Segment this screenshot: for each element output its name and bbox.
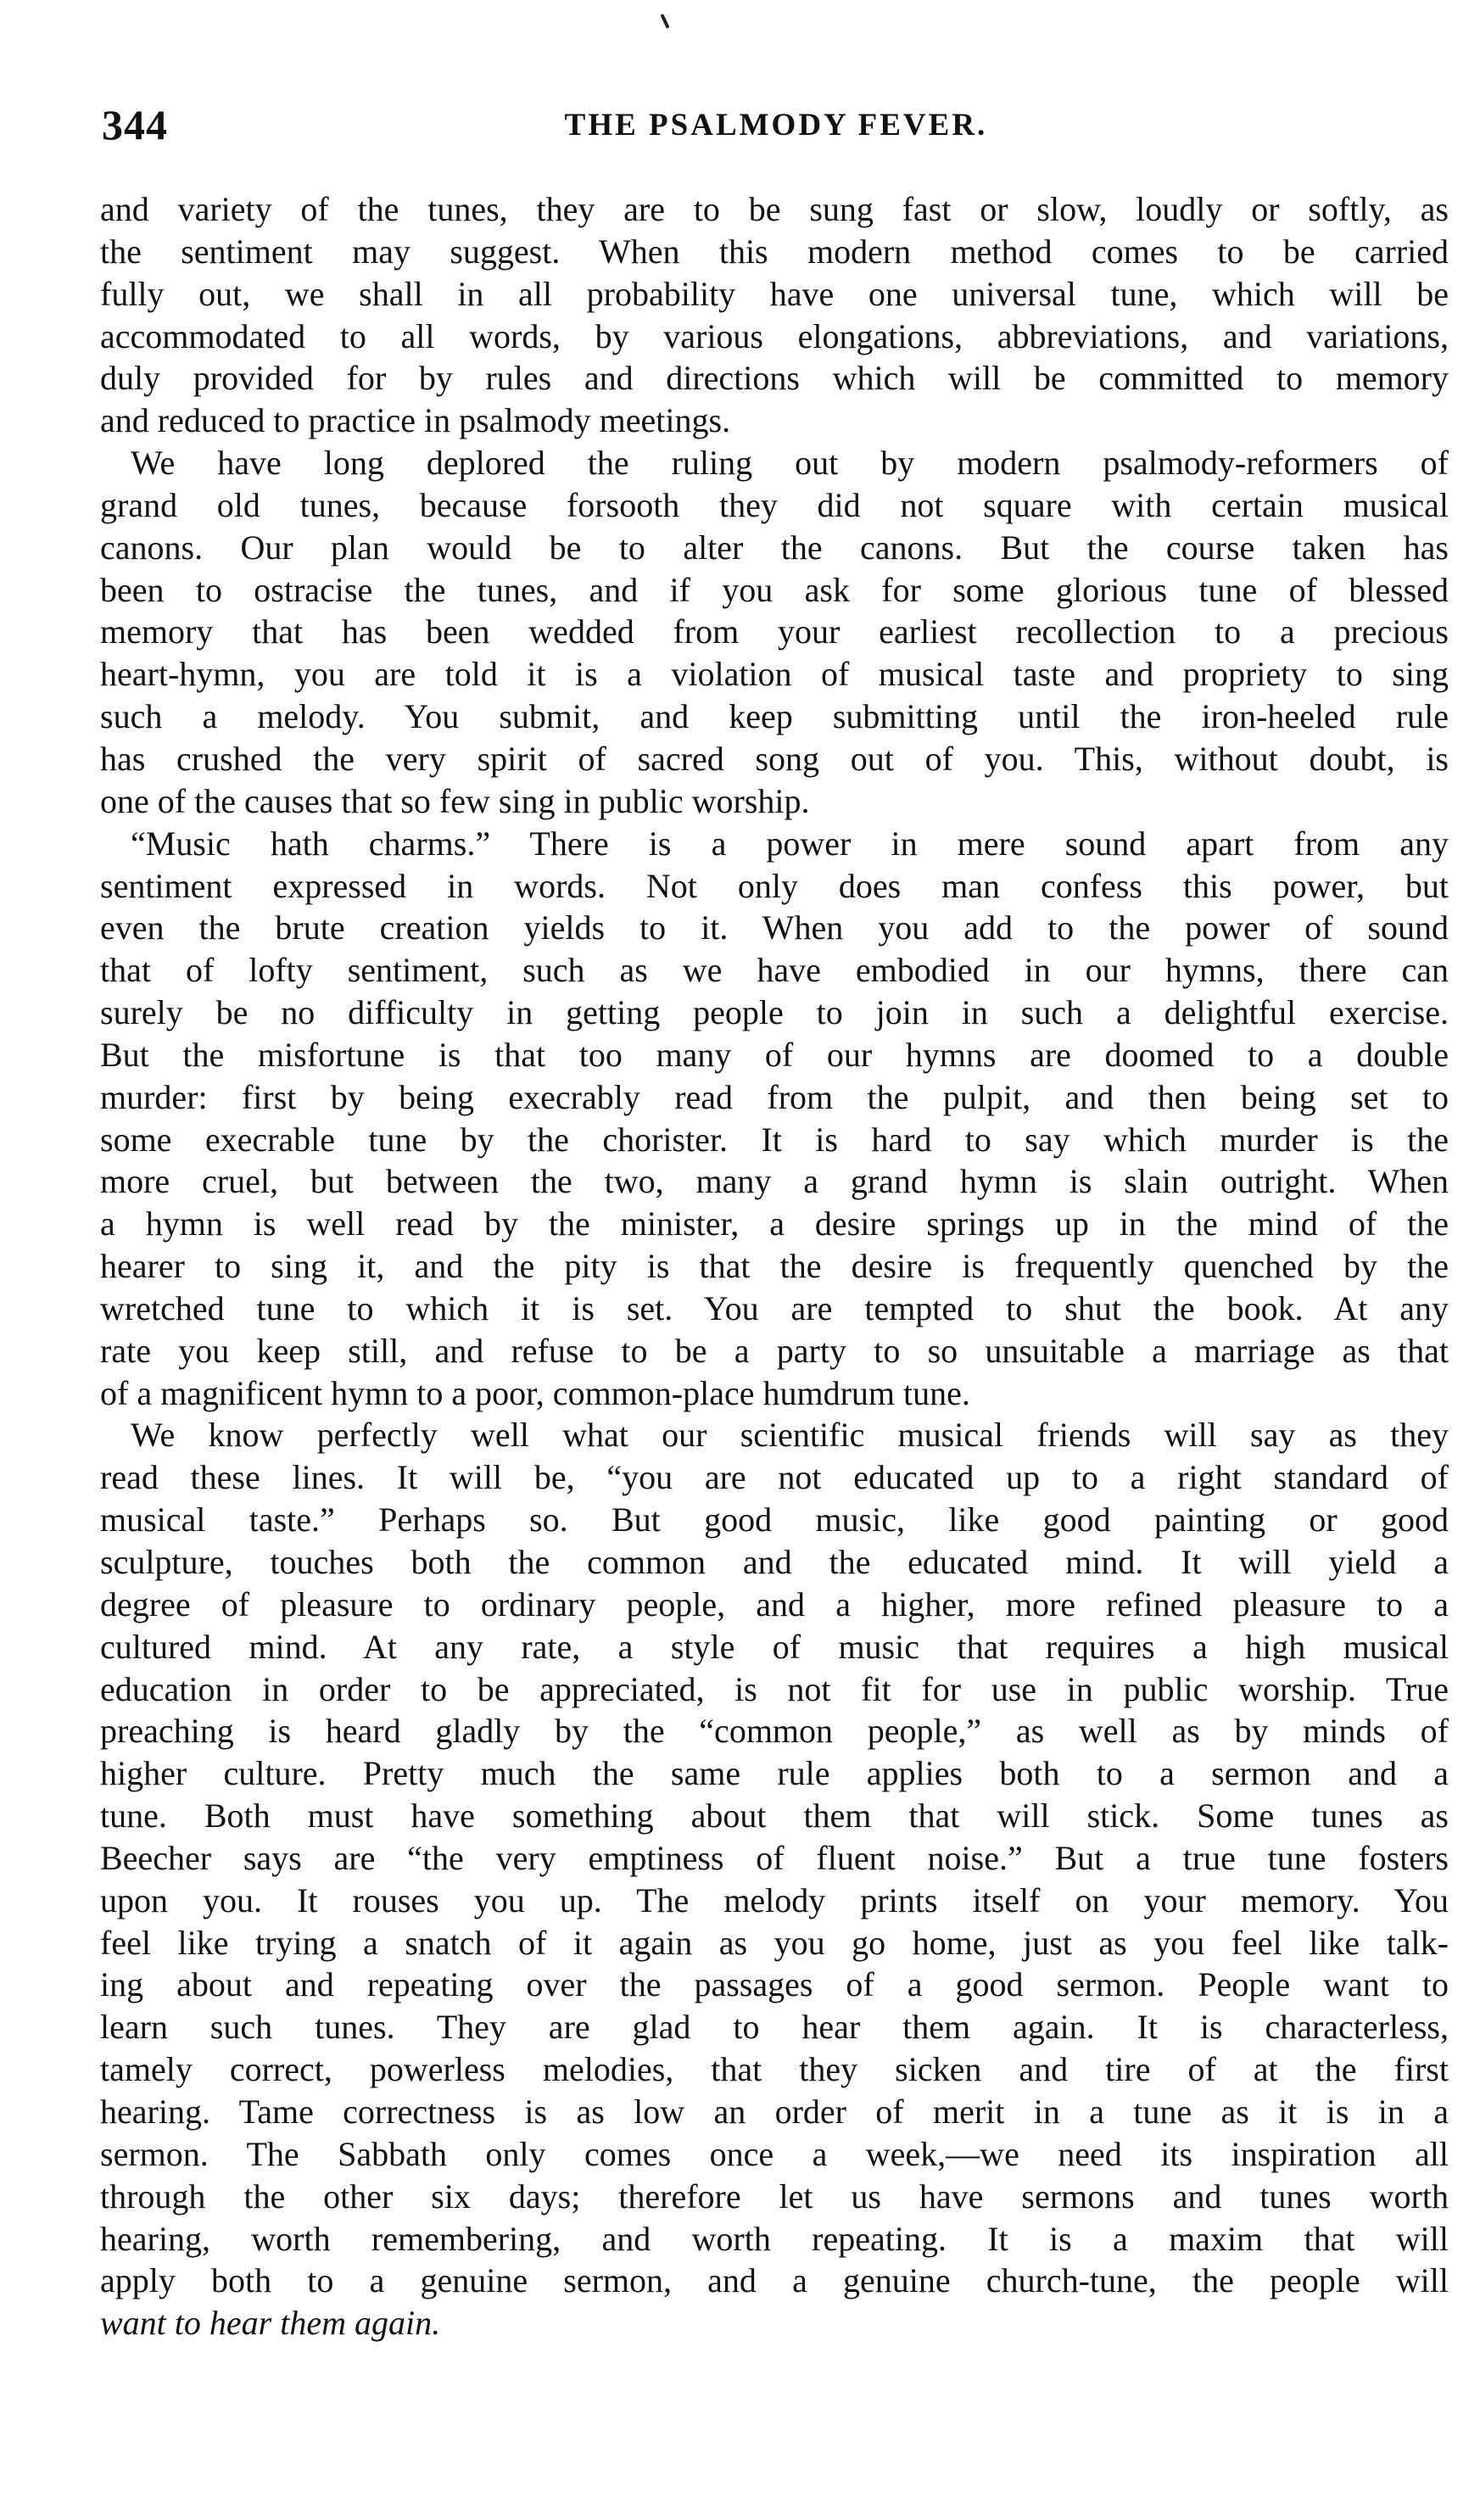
scan-speck bbox=[660, 14, 669, 29]
text-line: “Music hath charms.” There is a power in mere sound apart from any bbox=[131, 824, 1449, 863]
text-line: We have long deplored the ruling out by modern psalmody-reformers of bbox=[131, 444, 1449, 483]
text-line: ing about and repeating over the passages of a good sermon. People want to bbox=[100, 1965, 1449, 2004]
body-text bbox=[100, 188, 1449, 2344]
page-header bbox=[102, 95, 1450, 154]
text-line: such a melody. You submit, and keep submitting until the iron-heeled rule bbox=[100, 697, 1449, 736]
text-line: more cruel, but between the two, many a grand hymn is slain outright. When bbox=[100, 1162, 1449, 1201]
text-line: degree of pleasure to ordinary people, and a higher, more refined pleasure to a bbox=[100, 1584, 1449, 1623]
text-line: even the brute creation yields to it. When you add to the power of sound bbox=[100, 908, 1449, 947]
text-line: accommodated to all words, by various elongations, abbreviations, and variations, bbox=[100, 316, 1449, 355]
text-line: higher culture. Pretty much the same rule applies both to a sermon and a bbox=[100, 1754, 1449, 1793]
text-line: one of the causes that so few sing in public worship. bbox=[100, 781, 810, 820]
text-line: sculpture, touches both the common and the educated mind. It will yield a bbox=[100, 1543, 1449, 1581]
text-line: want to hear them again. bbox=[100, 2304, 441, 2343]
text-line: grand old tunes, because forsooth they did not square with certain musical bbox=[100, 485, 1449, 524]
text-line: sentiment expressed in words. Not only does man confess this power, but bbox=[100, 866, 1449, 905]
text-line: the sentiment may suggest. When this modern method comes to be carried bbox=[100, 232, 1449, 271]
text-line: memory that has been wedded from your earliest recollection to a precious bbox=[100, 612, 1449, 651]
text-line: hearing, worth remembering, and worth repeating. It is a maxim that will bbox=[100, 2219, 1449, 2258]
text-line: hearing. Tame correctness is as low an order of merit in a tune as it is in a bbox=[100, 2092, 1449, 2131]
text-line: heart-hymn, you are told it is a violation of musical taste and propriety to sing bbox=[100, 655, 1449, 694]
text-line: sermon. The Sabbath only comes once a week,—we need its inspiration all bbox=[100, 2134, 1449, 2173]
text-line: But the misfortune is that too many of our hymns are doomed to a double bbox=[100, 1035, 1449, 1074]
text-line: preaching is heard gladly by the “common people,” as well as by minds of bbox=[100, 1712, 1449, 1751]
text-line: has crushed the very spirit of sacred song out of you. This, without doubt, is bbox=[100, 739, 1449, 778]
text-line: tune. Both must have something about them that will stick. Some tunes as bbox=[100, 1796, 1449, 1836]
running-head: THE PSALMODY FEVER. bbox=[564, 108, 988, 142]
text-line: been to ostracise the tunes, and if you ask for some glorious tune of blessed bbox=[100, 570, 1449, 609]
text-line: tamely correct, powerless melodies, that they sicken and tire of at the first bbox=[100, 2050, 1449, 2089]
text-line: cultured mind. At any rate, a style of music that requires a high musical bbox=[100, 1627, 1449, 1666]
text-line: upon you. It rouses you up. The melody prints itself on your memory. You bbox=[100, 1880, 1449, 1919]
text-line: feel like trying a snatch of it again as you go home, just as you feel like talk- bbox=[100, 1923, 1449, 1962]
page-number: 344 bbox=[102, 101, 168, 148]
text-line: hearer to sing it, and the pity is that the desire is frequently quenched by the bbox=[100, 1247, 1449, 1286]
text-line: canons. Our plan would be to alter the canons. But the course taken has bbox=[100, 528, 1449, 567]
text-line: of a magnificent hymn to a poor, common-place humdrum tune. bbox=[100, 1373, 970, 1412]
text-line: Beecher says are “the very emptiness of fluent noise.” But a true tune fosters bbox=[100, 1838, 1449, 1877]
text-line: wretched tune to which it is set. You are tempted to shut the book. At any bbox=[100, 1288, 1449, 1327]
text-line: a hymn is well read by the minister, a desire springs up in the mind of the bbox=[100, 1204, 1449, 1243]
text-line: murder: first by being execrably read from the pulpit, and then being set to bbox=[100, 1077, 1449, 1116]
text-line: through the other six days; therefore let us have sermons and tunes worth bbox=[100, 2176, 1449, 2215]
text-line: rate you keep still, and refuse to be a party to so unsuitable a marriage as that bbox=[100, 1331, 1449, 1370]
text-line: education in order to be appreciated, is not fit for use in public worship. True bbox=[100, 1669, 1449, 1708]
text-line: musical taste.” Perhaps so. But good music, like good painting or good bbox=[100, 1500, 1449, 1539]
text-line: apply both to a genuine sermon, and a genuine church-tune, the people will bbox=[100, 2261, 1449, 2300]
text-line: that of lofty sentiment, such as we have embodied in our hymns, there can bbox=[100, 951, 1449, 990]
text-line: fully out, we shall in all probability have one universal tune, which will be bbox=[100, 274, 1449, 313]
text-line: and reduced to practice in psalmody meetings. bbox=[100, 401, 731, 440]
text-line: We know perfectly well what our scientific musical friends will say as they bbox=[131, 1416, 1449, 1455]
text-line: learn such tunes. They are glad to hear them again. It is characterless, bbox=[100, 2008, 1449, 2047]
text-line: duly provided for by rules and directions which will be committed to memory bbox=[100, 359, 1449, 398]
text-line: surely be no difficulty in getting people to join in such a delightful exercise. bbox=[100, 993, 1449, 1032]
text-line: read these lines. It will be, “you are not educated up to a right standard of bbox=[100, 1458, 1449, 1497]
text-line: some execrable tune by the chorister. It is hard to say which murder is the bbox=[100, 1120, 1449, 1159]
text-line: and variety of the tunes, they are to be sung fast or slow, loudly or softly, as bbox=[100, 190, 1449, 228]
